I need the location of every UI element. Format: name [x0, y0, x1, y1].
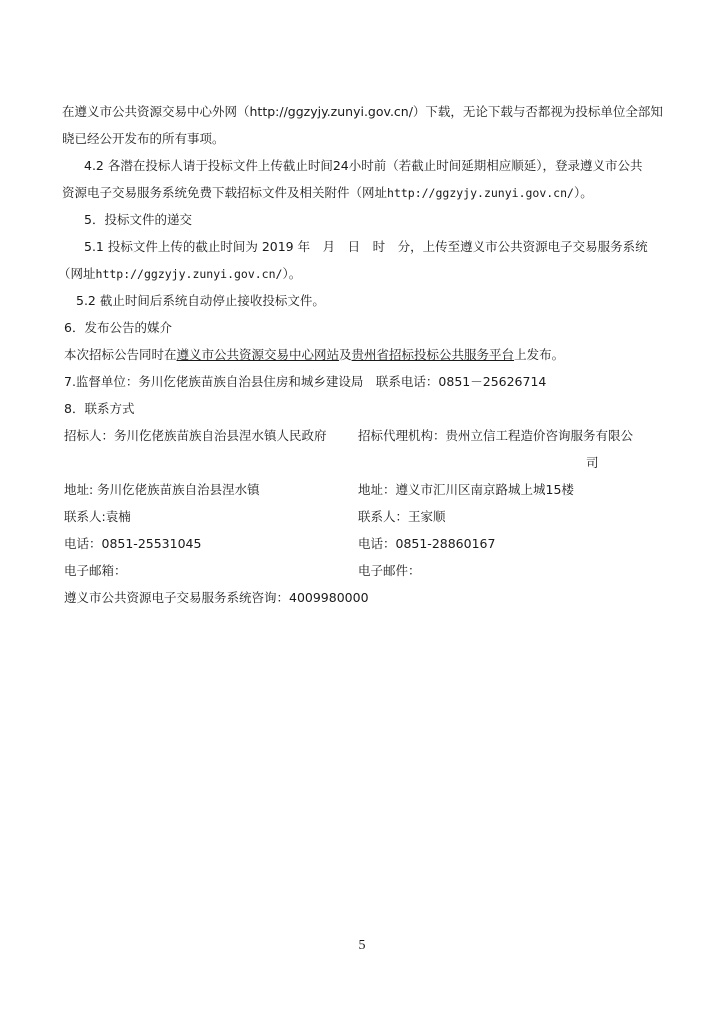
section-5-title: 5．投标文件的递交: [84, 212, 192, 227]
clause-5-1-text: （网址: [58, 266, 96, 281]
tenderer-org: 招标人：务川仡佬族苗族自治县涅水镇人民政府: [64, 428, 327, 443]
paragraph-download-line2: 晓已经公开发布的所有事项。: [62, 131, 225, 146]
clause-4-2-line1: 4.2 各潜在投标人请于投标文件上传截止时间24小时前（若截止时间延期相应顺延），登录遵义市公共: [84, 158, 643, 173]
clause-5-1-url: http://ggzyjy.zunyi.gov.cn/: [95, 267, 283, 281]
media-and: 及: [339, 347, 352, 362]
tenderer-contact: 联系人:袁楠: [64, 509, 131, 524]
agency-org: 招标代理机构：贵州立信工程造价咨询服务有限公: [358, 428, 634, 443]
paragraph-download-line1: 在遵义市公共资源交易中心外网（http://ggzyjy.zunyi.gov.cn/）下载，无论下载与否都视为投标单位全部知: [62, 104, 663, 119]
page-number: 5: [358, 938, 366, 953]
clause-4-2-line2: [62, 185, 593, 201]
section-8-title: 8．联系方式: [64, 401, 135, 416]
media-post: 上发布。: [514, 347, 565, 362]
media-intro: 本次招标公告同时在: [64, 347, 177, 362]
clause-5-2: 5.2 截止时间后系统自动停止接收投标文件。: [76, 293, 325, 308]
clause-4-2-url: http://ggzyjy.zunyi.gov.cn/: [387, 186, 574, 200]
agency-org-wrap: 司: [586, 455, 599, 470]
tenderer-email: 电子邮箱：: [64, 563, 127, 578]
section-6-title: 6．发布公告的媒介: [64, 320, 172, 335]
section-7-supervisor: 7.监督单位：务川仡佬族苗族自治县住房和城乡建设局 联系电话：0851－25626714: [64, 374, 547, 389]
agency-address: 地址：遵义市汇川区南京路城上城15楼: [358, 482, 574, 497]
media-link-zunyi[interactable]: 遵义市公共资源交易中心网站: [176, 347, 340, 362]
section-6-text: [64, 347, 564, 363]
clause-5-1-line1: 5.1 投标文件上传的截止时间为 2019 年 月 日 时 分，上传至遵义市公共资源电子交易服务系统: [84, 239, 648, 254]
tenderer-phone: 电话：0851-25531045: [64, 536, 202, 551]
agency-contact: 联系人：王家顺: [358, 509, 446, 524]
clause-5-1-close: ）。: [282, 266, 302, 281]
agency-phone: 电话：0851-28860167: [358, 536, 496, 551]
hotline: 遵义市公共资源电子交易服务系统咨询：4009980000: [64, 590, 369, 605]
media-link-guizhou[interactable]: 贵州省招标投标公共服务平台: [351, 347, 515, 362]
clause-4-2-close: ）。: [573, 185, 593, 200]
clause-5-1-line2: [58, 266, 301, 282]
agency-email: 电子邮件：: [358, 563, 421, 578]
tenderer-address: 地址: 务川仡佬族苗族自治县涅水镇: [64, 482, 260, 497]
clause-4-2-text: 资源电子交易服务系统免费下载招标文件及相关附件（网址: [62, 185, 388, 200]
